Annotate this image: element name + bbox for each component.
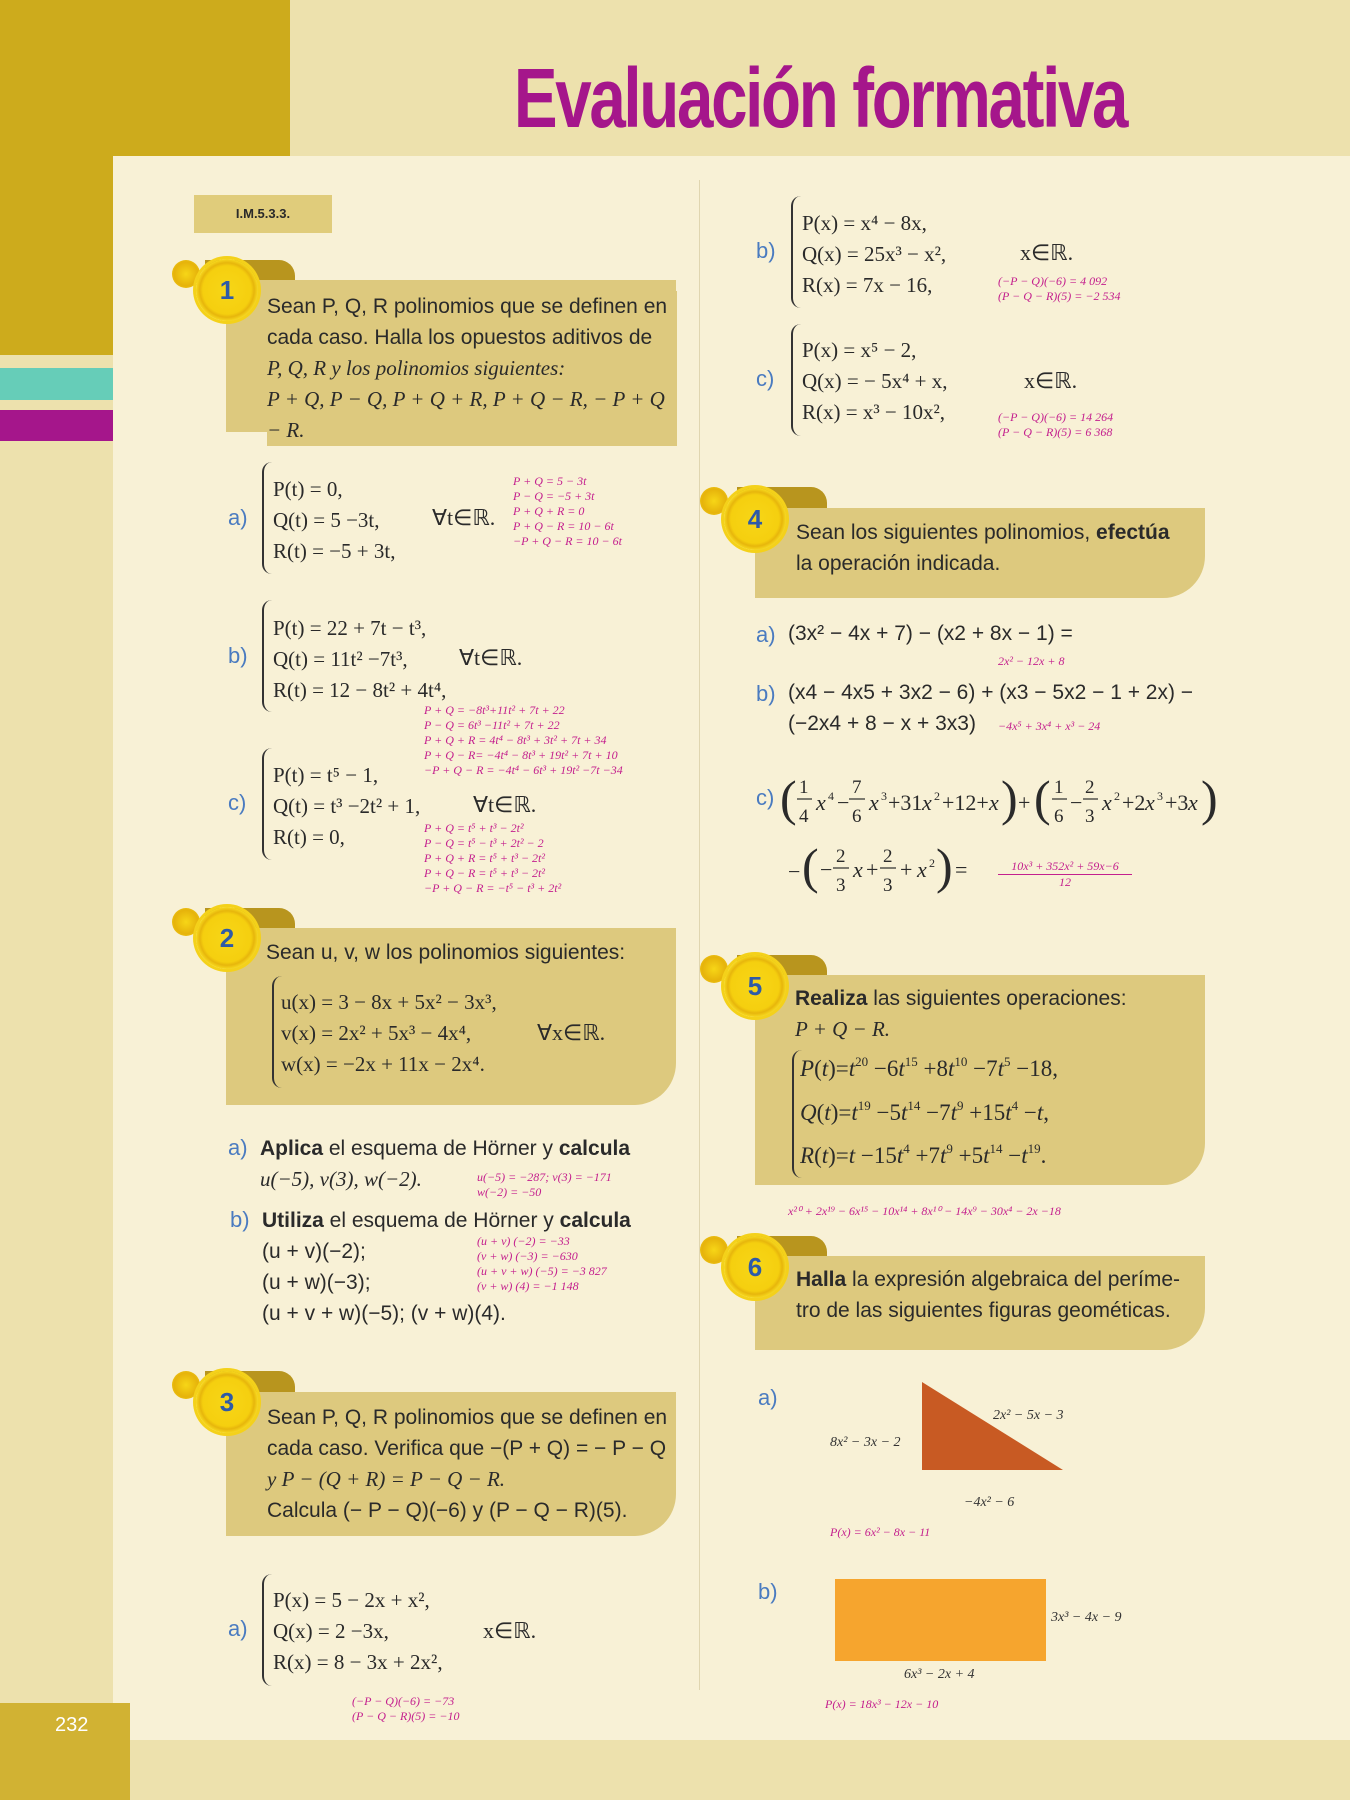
triangle-figure xyxy=(920,1380,1065,1472)
svg-text:x: x xyxy=(922,790,932,815)
item-label: b) xyxy=(756,681,776,706)
expr-4b-line1: (x4 − 4x5 + 3x2 − 6) + (x3 − 5x2 − 1 + 2x) − xyxy=(788,681,1194,704)
expr-4c xyxy=(780,765,1220,915)
task-2a-values: u(−5), v(3), w(−2). xyxy=(260,1167,422,1191)
svg-text:6: 6 xyxy=(852,806,862,827)
svg-text:3: 3 xyxy=(1085,806,1095,827)
answers-1a: P + Q = 5 − 3t P − Q = −5 + 3t P + Q + R = 0 P + Q − R = 10 − 6t −P + Q − R = 10 − 6t xyxy=(513,474,622,548)
triangle-bottom-side: −4x² − 6 xyxy=(964,1495,1015,1510)
item-label: a) xyxy=(758,1385,778,1410)
item-label: b) xyxy=(758,1579,778,1604)
system-3c: P(x) = x⁵ − 2, Q(x) = − 5x⁴ + x, R(x) = x³ − 10x², xyxy=(802,338,948,424)
svg-text:x: x xyxy=(917,857,927,882)
system-1c: P(t) = t⁵ − 1, Q(t) = t³ −2t² + 1, R(t) = 0, xyxy=(273,763,421,849)
rectangle-bottom-side: 6x³ − 2x + 4 xyxy=(904,1667,975,1682)
task-4-badge: 4 xyxy=(724,488,786,550)
item-label: c) xyxy=(756,785,775,810)
svg-text:x: x xyxy=(853,857,863,882)
expr-4b-line2: (−2x4 + 8 − x + 3x3) xyxy=(788,712,976,735)
brace xyxy=(262,462,272,574)
brace xyxy=(791,196,801,308)
system-3a: P(x) = 5 − 2x + x², Q(x) = 2 −3x, R(x) = 8 − 3x + 2x², xyxy=(273,1588,443,1674)
svg-text:−: − xyxy=(820,857,833,882)
answers-1c: P + Q = t⁵ + t³ − 2t² P − Q = t⁵ − t³ + 2t² − 2 P + Q + R = t⁵ + t³ − 2t² P + Q − R = t⁵ + t³ − 2t² −P + Q − R = −t⁵ − t³ + 2t² xyxy=(424,821,562,895)
system-3b: P(x) = x⁴ − 8x, Q(x) = 25x³ − x², R(x) = 7x − 16, xyxy=(802,211,947,297)
answers-2b: (u + v) (−2) = −33 (v + w) (−3) = −630 (u + v + w) (−5) = −3 827 (v + w) (4) = −1 148 xyxy=(477,1234,607,1293)
svg-text:+2: +2 xyxy=(1122,790,1146,815)
task-5-text: Realiza las siguientes operaciones: P + Q − R. xyxy=(795,987,1127,1041)
task-2a-text: Aplica el esquema de Hörner y calcula xyxy=(260,1137,631,1160)
svg-text:−: − xyxy=(1070,790,1083,815)
triangle-hypotenuse: 2x² − 5x − 3 xyxy=(993,1408,1064,1423)
task-6-text: Halla la expresión algebraica del períme- tro de las siguientes figuras geométicas. xyxy=(796,1268,1181,1322)
answers-3a: (−P − Q)(−6) = −73 (P − Q − R)(5) = −10 xyxy=(352,1694,460,1723)
svg-text:=: = xyxy=(955,857,968,882)
rectangle-figure xyxy=(835,1579,1046,1661)
task-1-badge: 1 xyxy=(196,259,258,321)
svg-text:2: 2 xyxy=(934,789,940,803)
task-2b-lines: (u + v)(−2); (u + w)(−3); (u + v + w)(−5); (v + w)(4). xyxy=(262,1240,506,1325)
domain: ∀x∈ℝ. xyxy=(537,1020,606,1045)
answers-1b: P + Q = −8t³+11t² + 7t + 22 P − Q = 6t³ −11t² + 7t + 22 P + Q + R = 4t⁴ − 8t³ + 3t² + 7t + 34 P + Q − R= −4t⁴ − 8t³ + 19t² + 7t + 10 −P + Q − R = −4t⁴ − 6t³ + 19t² −7t −34 xyxy=(424,703,623,777)
brace xyxy=(791,324,801,436)
domain: x∈ℝ. xyxy=(1020,240,1074,265)
task-3-badge: 3 xyxy=(196,1371,258,1433)
teal-stripe xyxy=(0,368,113,400)
svg-text:Q(t)=t19 −5t14 −7t9 +15t4 −t,: $Q(t)=t^{19} -5t^{14} -7t^9 +15t^4 -t$, xyxy=(800,1098,1049,1125)
magenta-stripe xyxy=(0,410,113,441)
item-label: b) xyxy=(230,1207,250,1232)
t1-line3: P, Q, R y los polinomios siguientes: xyxy=(267,356,566,380)
indicator-code: I.M.5.3.3. xyxy=(194,195,332,233)
svg-text:3: 3 xyxy=(881,789,887,803)
svg-text:3: 3 xyxy=(836,875,846,896)
task-1-text-block xyxy=(267,291,677,446)
t1-line2: cada caso. Halla los opuestos aditivos de xyxy=(267,326,653,349)
task-4-text: Sean los siguientes polinomios, efectúa la operación indicada. xyxy=(796,521,1170,575)
item-label: c) xyxy=(228,790,247,815)
task-2-badge: 2 xyxy=(196,907,258,969)
svg-text:P(t)=t20 −6t15 +8t10 −7t5 −18,: $P(t)=t^{20} -6t^{15} +8t^{10} -7t^5 -18$, xyxy=(800,1054,1059,1081)
domain: x∈ℝ. xyxy=(483,1618,537,1643)
svg-text:+12+: +12+ xyxy=(942,790,989,815)
answers-3c: (−P − Q)(−6) = 14 264 (P − Q − R)(5) = 6 368 xyxy=(998,410,1114,439)
item-label: b) xyxy=(228,643,248,668)
svg-text:3: 3 xyxy=(1157,789,1163,803)
svg-text:1: 1 xyxy=(1054,777,1064,798)
svg-text:2: 2 xyxy=(929,856,935,870)
svg-text:x: x xyxy=(1145,790,1155,815)
page-number: 232 xyxy=(55,1714,89,1736)
system-1b: P(t) = 22 + 7t − t³, Q(t) = 11t² −7t³, R(t) = 12 − 8t² + 4t⁴, xyxy=(273,616,447,702)
svg-text:(: ( xyxy=(802,838,819,894)
item-label: a) xyxy=(228,1135,248,1160)
svg-text:−: − xyxy=(837,790,850,815)
brace xyxy=(262,600,272,712)
answer-6b: P(x) = 18x³ − 12x − 10 xyxy=(825,1697,939,1711)
system-1a: P(t) = 0, Q(t) = 5 −3t, R(t) = −5 + 3t, xyxy=(273,477,396,563)
svg-text:(: ( xyxy=(1034,770,1051,826)
svg-text:2: 2 xyxy=(883,846,893,867)
svg-text:1: 1 xyxy=(799,777,809,798)
brace xyxy=(262,748,272,860)
svg-text:x: x xyxy=(989,790,999,815)
triangle-left-side: 8x² − 3x − 2 xyxy=(830,1435,901,1450)
brace xyxy=(262,1574,272,1686)
svg-text:x: x xyxy=(816,790,826,815)
answers-3b: (−P − Q)(−6) = 4 092 (P − Q − R)(5) = −2 534 xyxy=(998,274,1121,303)
item-label: b) xyxy=(756,238,776,263)
svg-text:7: 7 xyxy=(852,777,862,798)
task-5-badge: 5 xyxy=(724,955,786,1017)
rectangle-right-side: 3x³ − 4x − 9 xyxy=(1051,1610,1122,1625)
svg-text:4: 4 xyxy=(799,806,809,827)
system-5 xyxy=(800,1044,1200,1179)
system-2: u(x) = 3 − 8x + 5x² − 3x³, v(x) = 2x² + 5x³ − 4x⁴, w(x) = −2x + 11x − 2x⁴. xyxy=(281,990,497,1076)
svg-text:2: 2 xyxy=(1085,777,1095,798)
answers-2a: u(−5) = −287; v(3) = −171 w(−2) = −50 xyxy=(477,1170,612,1199)
svg-text:(: ( xyxy=(780,770,797,826)
answer-4c: 10x³ + 352x² + 59x−6 12 xyxy=(998,859,1132,890)
answer-6a: P(x) = 6x² − 8x − 11 xyxy=(830,1525,931,1539)
t1-line1: Sean P, Q, R polinomios que se definen en xyxy=(267,295,668,318)
item-label: a) xyxy=(228,1616,248,1641)
svg-text:4: 4 xyxy=(828,789,834,803)
domain: x∈ℝ. xyxy=(1024,368,1078,393)
svg-text:): ) xyxy=(1001,770,1018,826)
svg-text:+31: +31 xyxy=(888,790,923,815)
footer-band xyxy=(130,1740,1350,1800)
domain: ∀t∈ℝ. xyxy=(459,645,523,670)
svg-text:+3: +3 xyxy=(1165,790,1189,815)
task-2b-text: Utiliza el esquema de Hörner y calcula xyxy=(262,1209,631,1232)
task-3-text: Sean P, Q, R polinomios que se definen en cada caso. Verifica que −(P + Q) = − P − Q y P − (Q + R) = P − Q − R. Calcula (− P − Q)(−6) y (P − Q − R)(5). xyxy=(267,1406,668,1522)
svg-text:2: 2 xyxy=(1114,789,1120,803)
svg-text:−: − xyxy=(788,859,801,884)
item-label: a) xyxy=(756,622,776,647)
task-2-intro: Sean u, v, w los polinomios siguientes: xyxy=(266,941,626,964)
item-label: a) xyxy=(228,505,248,530)
svg-text:6: 6 xyxy=(1054,806,1064,827)
item-label: c) xyxy=(756,366,775,391)
svg-text:x: x xyxy=(869,790,879,815)
svg-text:2: 2 xyxy=(836,846,846,867)
answer-4a: 2x² − 12x + 8 xyxy=(998,654,1065,668)
svg-text:x: x xyxy=(1188,790,1198,815)
expr-4a: (3x² − 4x + 7) − (x2 + 8x − 1) = xyxy=(788,622,1073,645)
svg-text:R(t)=t −15t4 +7t9 +5t14 −t19.: $R(t)=t -15t^4 +7t^9 +5t^{14} -t^{19}$. xyxy=(800,1141,1047,1168)
t1-line4: P + Q, P − Q, P + Q + R, P + Q − R, − P + Q − R. xyxy=(267,387,665,442)
svg-text:x: x xyxy=(1102,790,1112,815)
page-title: Evaluación formativa xyxy=(513,51,1127,145)
svg-text:+: + xyxy=(866,857,879,882)
svg-text:+: + xyxy=(900,857,913,882)
domain: ∀t∈ℝ. xyxy=(432,505,496,530)
column-divider xyxy=(699,180,700,1690)
svg-text:+: + xyxy=(1018,790,1031,815)
svg-text:): ) xyxy=(1201,770,1218,826)
answer-4b: −4x⁵ + 3x⁴ + x³ − 24 xyxy=(998,719,1101,733)
svg-text:): ) xyxy=(936,838,953,894)
task-6-badge: 6 xyxy=(724,1236,786,1298)
answer-5: x²⁰ + 2x¹⁹ − 6x¹⁵ − 10x¹⁴ + 8x¹⁰ − 14x⁹ − 30x⁴ − 2x −18 xyxy=(788,1204,1061,1218)
domain: ∀t∈ℝ. xyxy=(473,792,537,817)
svg-text:3: 3 xyxy=(883,875,893,896)
